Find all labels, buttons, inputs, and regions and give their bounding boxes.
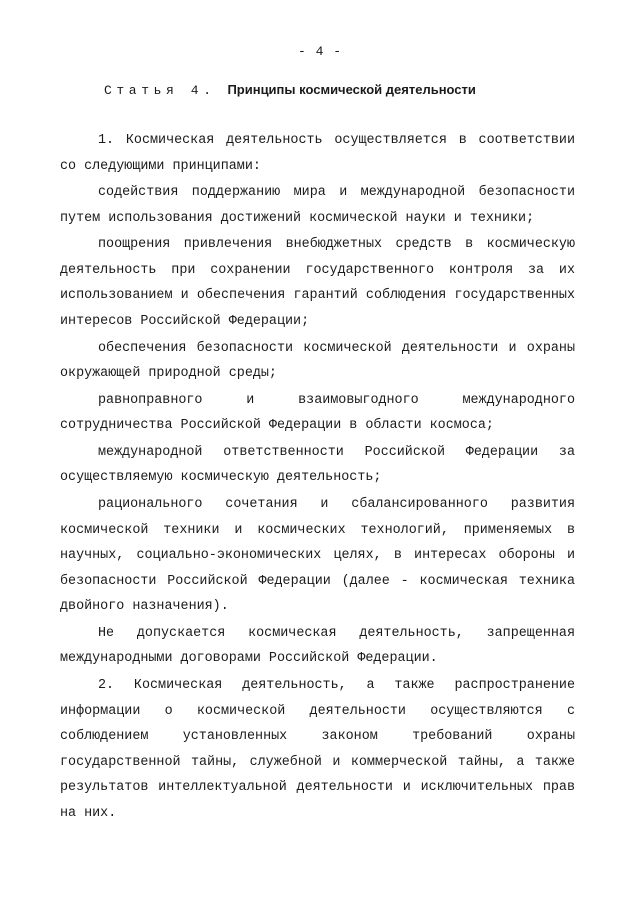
paragraph: обеспечения безопасности космической деятельности и охраны окружающей природной среды; <box>60 340 575 382</box>
paragraph: поощрения привлечения внебюджетных средств в космическую деятельность при сохранении государственного контроля за их использованием и обеспечения гарантий соблюдения государственных интересов Российской Федерации; <box>60 237 575 329</box>
article-title: Принципы космической деятельности <box>227 82 476 97</box>
article-label: Статья 4. <box>104 83 216 98</box>
page-number: - 4 - <box>297 44 342 59</box>
paragraph: международной ответственности Российской Федерации за осуществляемую космическую деятельность; <box>60 444 575 486</box>
paragraph: 1. Космическая деятельность осуществляется в соответствии со следующими принципами: <box>60 133 575 174</box>
paragraph: рационального сочетания и сбалансированного развития космической техники и космических технологий, применяемых в научных, социально-экономических целях, в интересах обороны и безопасности Российской Федерации (далее - космическая техника двойного назначения). <box>60 497 575 615</box>
article-body <box>60 128 575 826</box>
paragraph: равноправного и взаимовыгодного международного сотрудничества Российской Федерации в области космоса; <box>60 392 575 434</box>
paragraph: содействия поддержанию мира и международной безопасности путем использования достижений космической науки и техники; <box>60 185 575 226</box>
article-heading <box>104 82 476 98</box>
paragraph: 2. Космическая деятельность, а также распространение информации о космической деятельности осуществляются с соблюдением установленных законом требований охраны государственной тайны, служебной и коммерческой тайны, а также результатов интеллектуальной деятельности и исключительных прав на них. <box>60 678 575 821</box>
paragraph: Не допускается космическая деятельность, запрещенная международными договорами Российской Федерации. <box>60 625 575 667</box>
